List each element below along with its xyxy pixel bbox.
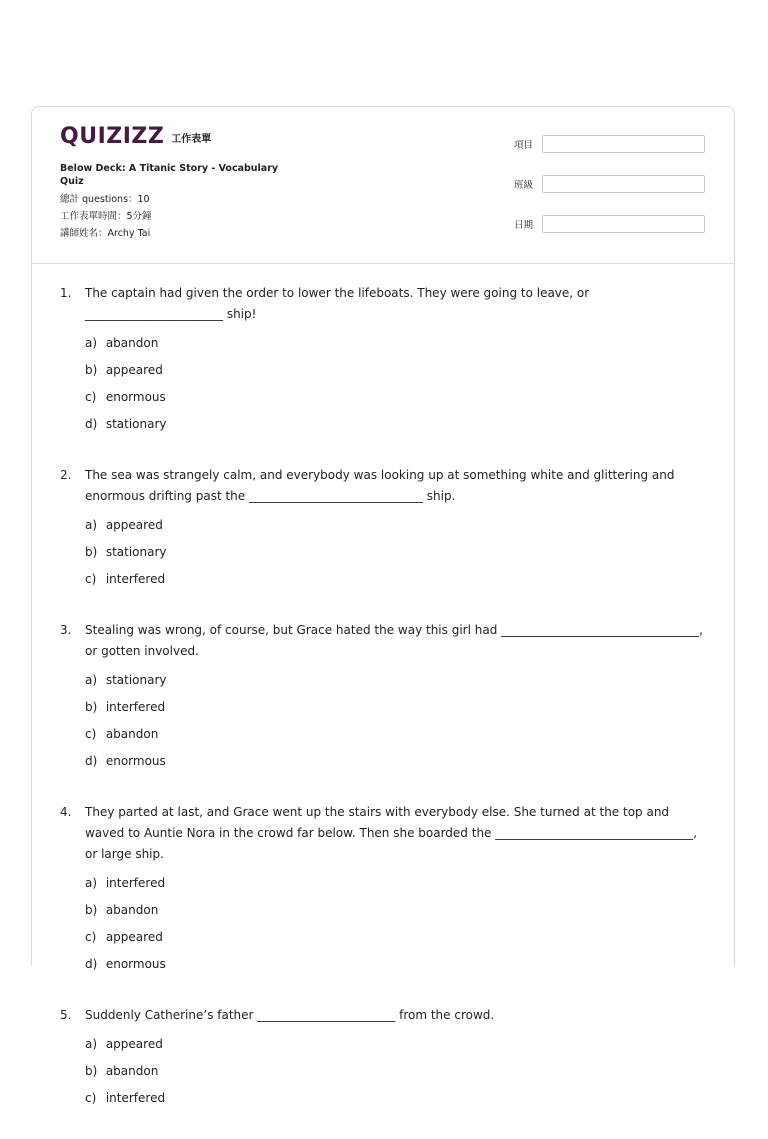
date-label: 日期 bbox=[514, 220, 534, 231]
project-field-row bbox=[514, 134, 705, 154]
teacher-name: 講師姓名：Archy Tai bbox=[60, 228, 151, 239]
option-text: appeared bbox=[105, 930, 163, 944]
class-label: 班級 bbox=[514, 180, 534, 191]
answer-options bbox=[85, 875, 710, 983]
question-4 bbox=[60, 802, 710, 983]
question-number: 1. bbox=[60, 286, 72, 300]
class-input[interactable] bbox=[542, 175, 705, 193]
option-text: appeared bbox=[105, 1037, 163, 1051]
question-list bbox=[60, 283, 710, 1139]
answer-option[interactable] bbox=[85, 389, 399, 416]
option-letter: b) bbox=[85, 363, 98, 377]
info-fields bbox=[514, 134, 705, 254]
option-letter: d) bbox=[85, 754, 98, 768]
option-letter: a) bbox=[85, 518, 98, 532]
quiz-meta bbox=[60, 162, 280, 242]
project-input[interactable] bbox=[542, 135, 705, 153]
option-text: abandon bbox=[105, 727, 159, 741]
question-text: The captain had given the order to lower the lifeboats. They were going to leave, or _______________________ ship! bbox=[85, 286, 590, 321]
answer-option[interactable] bbox=[85, 753, 399, 780]
answer-options bbox=[85, 672, 710, 780]
answer-option[interactable] bbox=[85, 726, 399, 753]
option-text: stationary bbox=[105, 545, 167, 559]
option-letter: a) bbox=[85, 1037, 98, 1051]
option-text: appeared bbox=[105, 363, 163, 377]
answer-option[interactable] bbox=[85, 544, 399, 571]
answer-option[interactable] bbox=[85, 902, 399, 929]
option-letter: a) bbox=[85, 673, 98, 687]
question-3 bbox=[60, 620, 710, 780]
question-text: Suddenly Catherine’s father _______________________ from the crowd. bbox=[85, 1008, 495, 1022]
option-text: stationary bbox=[105, 417, 167, 431]
answer-option[interactable] bbox=[85, 1063, 399, 1090]
answer-option[interactable] bbox=[85, 929, 399, 956]
question-number: 4. bbox=[60, 805, 72, 819]
option-text: interfered bbox=[105, 572, 166, 586]
option-letter: d) bbox=[85, 417, 98, 431]
brand bbox=[60, 125, 211, 149]
answer-options bbox=[85, 517, 710, 598]
answer-option[interactable] bbox=[85, 672, 399, 699]
date-field-row bbox=[514, 214, 705, 234]
option-text: interfered bbox=[105, 700, 166, 714]
worksheet-label: 工作表單 bbox=[171, 133, 212, 145]
class-field-row bbox=[514, 174, 705, 194]
answer-option[interactable] bbox=[85, 1036, 399, 1063]
answer-option[interactable] bbox=[85, 517, 399, 544]
option-text: abandon bbox=[105, 903, 159, 917]
answer-option[interactable] bbox=[85, 875, 399, 902]
option-text: enormous bbox=[105, 390, 166, 404]
answer-option[interactable] bbox=[85, 1090, 399, 1117]
worksheet bbox=[31, 106, 735, 1105]
total-questions: 總計 questions：10 bbox=[60, 194, 150, 205]
question-text: The sea was strangely calm, and everybody was looking up at something white and glittering and enormous drifting past the _____________________________ ship. bbox=[85, 468, 675, 503]
answer-option[interactable] bbox=[85, 699, 399, 726]
date-input[interactable] bbox=[542, 215, 705, 233]
question-2 bbox=[60, 465, 710, 598]
option-letter: c) bbox=[85, 572, 97, 586]
option-letter: c) bbox=[85, 390, 97, 404]
question-number: 5. bbox=[60, 1008, 72, 1022]
project-label: 項目 bbox=[514, 140, 534, 151]
option-letter: b) bbox=[85, 903, 98, 917]
question-text: Stealing was wrong, of course, but Grace hated the way this girl had _________________________________, or gotten involved. bbox=[85, 623, 703, 658]
option-text: enormous bbox=[105, 754, 166, 768]
option-letter: c) bbox=[85, 1091, 97, 1105]
option-letter: d) bbox=[85, 957, 98, 971]
option-letter: c) bbox=[85, 930, 97, 944]
question-1 bbox=[60, 283, 710, 443]
option-text: enormous bbox=[105, 957, 166, 971]
option-text: stationary bbox=[105, 673, 167, 687]
answer-options bbox=[85, 335, 710, 443]
option-letter: b) bbox=[85, 545, 98, 559]
question-text: They parted at last, and Grace went up the stairs with everybody else. She turned at the top and waved to Auntie Nora in the crowd far below. Then she boarded the _________________________________, or large ship. bbox=[85, 805, 698, 861]
worksheet-time: 工作表單時間：5分鐘 bbox=[60, 211, 152, 222]
option-letter: a) bbox=[85, 876, 98, 890]
quizizz-logo: QUIZIZZ bbox=[60, 124, 165, 149]
option-letter: a) bbox=[85, 336, 98, 350]
question-number: 3. bbox=[60, 623, 72, 637]
quiz-title: Below Deck: A Titanic Story - Vocabulary Quiz bbox=[60, 163, 279, 187]
option-text: abandon bbox=[105, 1064, 159, 1078]
question-5 bbox=[60, 1005, 710, 1117]
answer-options bbox=[85, 1036, 710, 1117]
option-letter: c) bbox=[85, 727, 97, 741]
question-number: 2. bbox=[60, 468, 72, 482]
answer-option[interactable] bbox=[85, 571, 399, 598]
option-text: interfered bbox=[105, 1091, 166, 1105]
option-text: appeared bbox=[105, 518, 163, 532]
answer-option[interactable] bbox=[85, 335, 399, 362]
option-text: interfered bbox=[105, 876, 166, 890]
answer-option[interactable] bbox=[85, 362, 399, 389]
worksheet-header bbox=[32, 107, 734, 264]
option-letter: b) bbox=[85, 700, 98, 714]
answer-option[interactable] bbox=[85, 416, 399, 443]
answer-option[interactable] bbox=[85, 956, 399, 983]
option-letter: b) bbox=[85, 1064, 98, 1078]
option-text: abandon bbox=[105, 336, 159, 350]
